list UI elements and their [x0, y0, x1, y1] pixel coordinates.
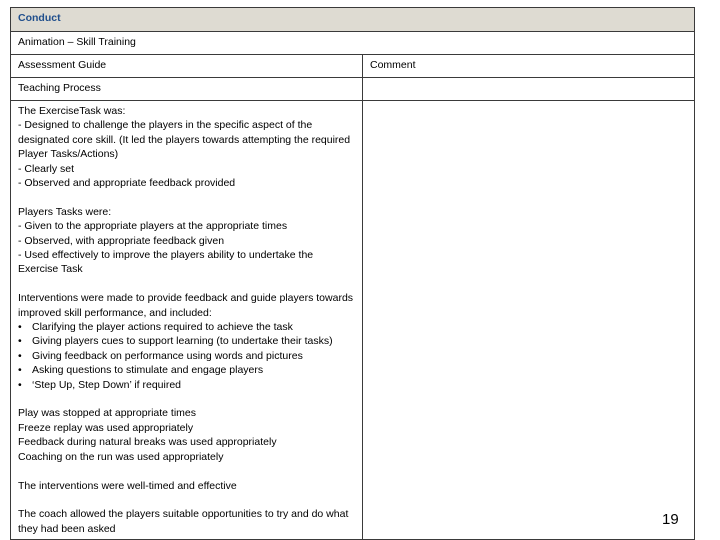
intervention-bullet: • Giving feedback on performance using words and pictures — [18, 349, 355, 363]
player-tasks-line: - Observed, with appropriate feedback given — [18, 234, 225, 247]
stoppage-line: Feedback during natural breaks was used appropriately — [18, 436, 277, 449]
column-header-row — [11, 55, 695, 78]
player-tasks-line: - Given to the appropriate players at the appropriate times — [18, 220, 288, 233]
intervention-bullet: • Clarifying the player actions required to achieve the task — [18, 320, 355, 334]
exercise-task-heading: The ExerciseTask was: — [18, 105, 126, 117]
spacer — [18, 464, 355, 478]
player-tasks-heading: Players Tasks were: — [18, 205, 112, 218]
stoppage-line: Coaching on the run was used appropriately — [18, 450, 224, 463]
intervention-bullet: • Asking questions to stimulate and engage players — [18, 363, 355, 377]
table-header-row — [11, 8, 695, 32]
intervention-bullet: • Giving players cues to support learning (to undertake their tasks) — [18, 334, 355, 348]
spacer — [18, 392, 355, 406]
exercise-task-line: - Clearly set — [18, 162, 75, 175]
content-row — [11, 101, 695, 540]
stoppage-line: Freeze replay was used appropriately — [18, 421, 194, 434]
opportunities-line: The coach allowed the players suitable opportunities to try and do what they had been asked — [18, 508, 349, 535]
spacer — [18, 493, 355, 507]
table-subheader: Animation – Skill Training — [11, 32, 695, 55]
column-header-assessment-guide: Assessment Guide — [11, 55, 363, 78]
assessment-table — [10, 7, 695, 540]
page-number: 19 — [662, 511, 679, 528]
section-label: Teaching Process — [11, 78, 363, 101]
section-comment-cell — [363, 78, 695, 101]
comment-cell — [363, 101, 695, 540]
interventions-list — [18, 320, 355, 392]
stoppage-line: Play was stopped at appropriate times — [18, 407, 197, 420]
exercise-task-line: - Designed to challenge the players in the specific aspect of the designated core skill. (It led the players towards attempting the required Player Tasks/Actions) — [18, 119, 351, 161]
section-row — [11, 78, 695, 101]
assessment-guide-cell — [11, 101, 363, 540]
spacer — [18, 190, 355, 204]
player-tasks-line: - Used effectively to improve the players ability to undertake the Exercise Task — [18, 249, 314, 276]
column-header-comment: Comment — [363, 55, 695, 78]
intervention-bullet: • ‘Step Up, Step Down’ if required — [18, 378, 355, 392]
table-header: Conduct — [11, 8, 695, 32]
interventions-heading: Interventions were made to provide feedback and guide players towards improved skill performance, and included: — [18, 292, 354, 319]
subheader-row — [11, 32, 695, 55]
timing-line: The interventions were well-timed and effective — [18, 479, 237, 492]
exercise-task-line: - Observed and appropriate feedback provided — [18, 177, 236, 190]
spacer — [18, 277, 355, 291]
